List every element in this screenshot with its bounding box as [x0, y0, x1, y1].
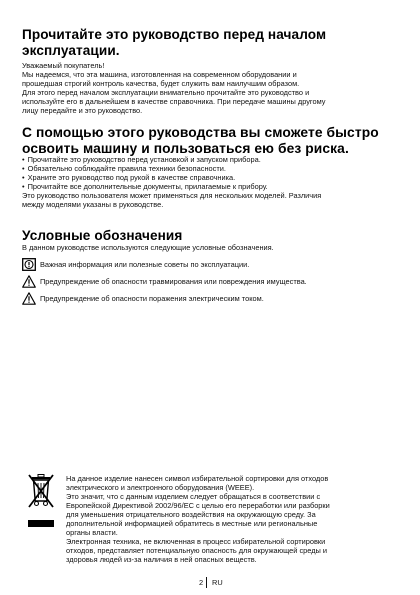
list-item: • Прочитайте это руководство перед установкой и запуском прибора. [22, 155, 402, 164]
page-number: 2 [199, 578, 204, 587]
section-heading-symbols: Условные обозначения [22, 228, 183, 243]
section-heading-read-manual: Прочитайте это руководство перед началом эксплуатации. [22, 27, 327, 58]
symbol-row-electric-warning [22, 291, 264, 305]
section-body-safety-bullets: • Прочитайте это руководство перед установкой и запуском прибора. • Обязательно соблюдайте правила техники безопасности. • Храните это руководство под рукой в качестве справочника. • Прочитайте все дополнительные документы, прилагаемые к прибору. Это руководство пользователя может применяться для нескольких моделей. Различия между моделями указаны в руководстве. [22, 155, 402, 209]
warning-triangle-icon [22, 292, 36, 305]
bullet-list [22, 155, 402, 191]
footer-divider [206, 577, 207, 588]
list-item: • Храните это руководство под рукой в качестве справочника. [22, 173, 402, 182]
symbol-label-injury-warning: Предупреждение об опасности травмирования или повреждения имущества. [40, 276, 307, 286]
crossed-out-bin-icon [27, 471, 55, 531]
weee-disposal-notice: На данное изделие нанесен символ избирательной сортировки для отходов электрического и электронного оборудования (WEEE). Это значит, что с данным изделием следует обращаться в соответствии с Европейской Директивой 2002/96/EC с целью его переработки или разборки для уменьшения отрицательного воздействия на окружающую среду. За дополнительной информацией обратитесь в местные или региональные органы власти. Электронная техника, не включенная в процесс избирательной сортировки отходов, представляет потенциальную опасность для окружающей среды и здоровья людей из-за наличия в ней опасных веществ. [66, 474, 330, 564]
symbols-intro: В данном руководстве используются следующие условные обозначения. [22, 243, 274, 252]
warning-triangle-icon [22, 275, 36, 288]
language-code: RU [212, 578, 223, 587]
section-body-intro: Уважаемый покупатель! Мы надеемся, что эта машина, изготовленная на современном оборудовании и прошедшая строгий контроль качества, будет служить вам наилучшим образом. Для этого перед началом эксплуатации внимательно прочитайте это руководство и используйте его в дальнейшем в качестве справочника. При передаче машины другому лицу передайте и это руководство. [22, 61, 326, 115]
list-item: • Прочитайте все дополнительные документы, прилагаемые к прибору. [22, 182, 402, 191]
symbol-row-injury-warning [22, 274, 307, 288]
symbol-row-info [22, 257, 249, 271]
list-item: • Обязательно соблюдайте правила техники безопасности. [22, 164, 402, 173]
symbol-label-electric-warning: Предупреждение об опасности поражения электрическим током. [40, 293, 264, 303]
section-heading-use-safely: С помощью этого руководства вы сможете быстро освоить машину и пользоваться ею без риска. [22, 125, 379, 156]
info-icon [22, 258, 36, 271]
symbol-label-info: Важная информация или полезные советы по эксплуатации. [40, 259, 250, 269]
